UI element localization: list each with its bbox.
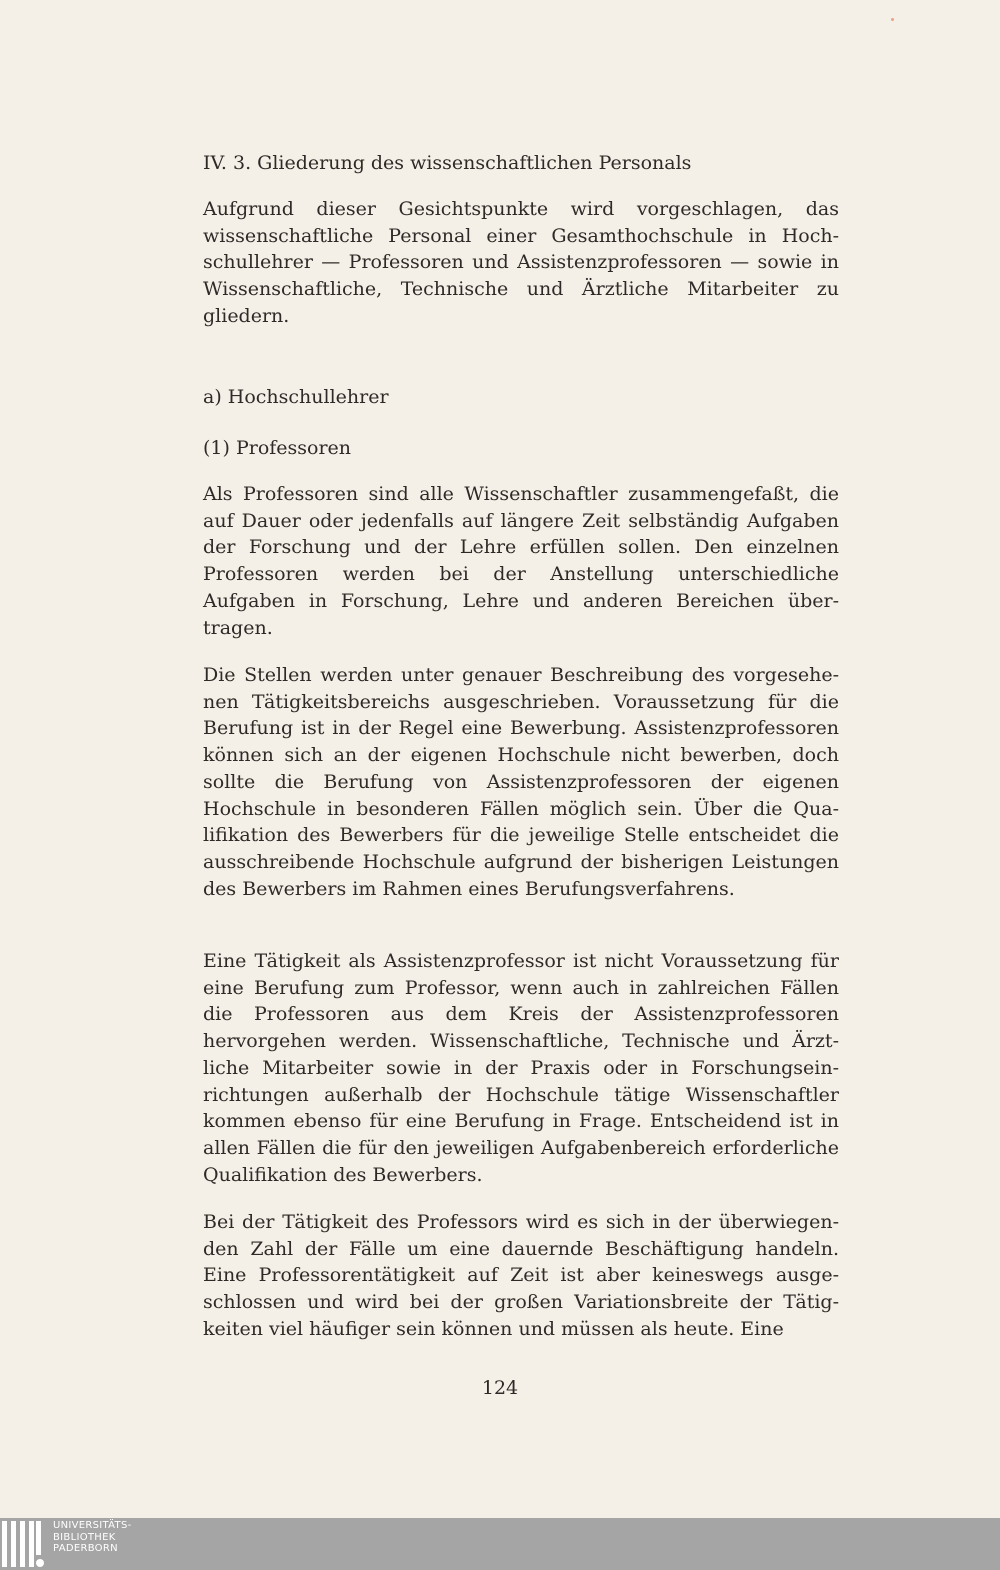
subsection-heading-hochschullehrer: a) Hochschullehrer	[203, 386, 389, 408]
paragraph-1: Als Professoren sind alle Wissenschaftler zusammengefaßt, die auf Dauer oder jedenfalls auf längere Zeit selbständig Aufgaben der Forschung und der Lehre erfüllen sollen. Den einzelnen Professoren werden bei der Anstellung unterschiedliche Aufgaben in Forschung, Lehre und anderen Bereichen übertragen.	[203, 483, 839, 639]
page-number: 124	[481, 1377, 519, 1399]
paragraph-3: Eine Tätigkeit als Assistenzprofessor ist nicht Voraussetzung für eine Berufung zum Professor, wenn auch in zahlreichen Fällen die Professoren aus dem Kreis der Assistenzprofessoren hervorgehen werden. Wissenschaftliche, Technische und Ärztliche Mitarbeiter sowie in der Praxis oder in Forschungseinrichtungen außerhalb der Hochschule tätige Wissenschaftler kommen ebenso für eine Berufung in Frage. Entscheidend ist in allen Fällen die für den jeweiligen Aufgabenbereich erforderliche Qualifikation des Bewerbers.	[203, 950, 839, 1186]
library-footer-bar	[0, 1518, 1000, 1570]
library-label-line1: UNIVERSITÄTS-	[53, 1520, 132, 1531]
section-title: IV. 3. Gliederung des wissenschaftlichen Personals	[203, 152, 692, 174]
paper-speck	[891, 18, 894, 21]
library-label-line2: BIBLIOTHEK	[53, 1531, 116, 1543]
paragraph-2: Die Stellen werden unter genauer Beschreibung des vorgesehenen Tätigkeitsbereichs ausgeschrieben. Voraussetzung für die Berufung ist in der Regel eine Bewerbung. Assistenzprofessoren können sich an der eigenen Hochschule nicht bewerben, doch sollte die Berufung von Assistenzprofessoren der eigenen Hochschule in besonderen Fällen möglich sein. Über die Qualifikation des Bewerbers für die jeweilige Stelle entscheidet die ausschreibende Hochschule aufgrund der bisherigen Leistungen des Bewerbers im Rahmen eines Berufungsverfahrens.	[203, 664, 839, 900]
intro-paragraph: Aufgrund dieser Gesichtspunkte wird vorgeschlagen, das wissenschaftliche Personal einer Gesamthochschule in Hochschullehrer — Professoren und Assistenzprofessoren — sowie in Wissenschaftliche, Technische und Ärztliche Mitarbeiter zu gliedern.	[203, 198, 839, 327]
paragraph-4: Bei der Tätigkeit des Professors wird es sich in der überwiegenden Zahl der Fälle um eine dauernde Beschäftigung handeln. Eine Professorentätigkeit auf Zeit ist aber keineswegs ausgeschlossen und wird bei der großen Variationsbreite der Tätigkeiten viel häufiger sein können und müssen als heute. Eine	[203, 1211, 839, 1340]
library-logo-dot-icon	[36, 1559, 44, 1567]
library-label	[53, 1520, 132, 1555]
library-label-line3: PADERBORN	[53, 1543, 118, 1554]
subsection-heading-professoren: (1) Professoren	[203, 437, 352, 459]
